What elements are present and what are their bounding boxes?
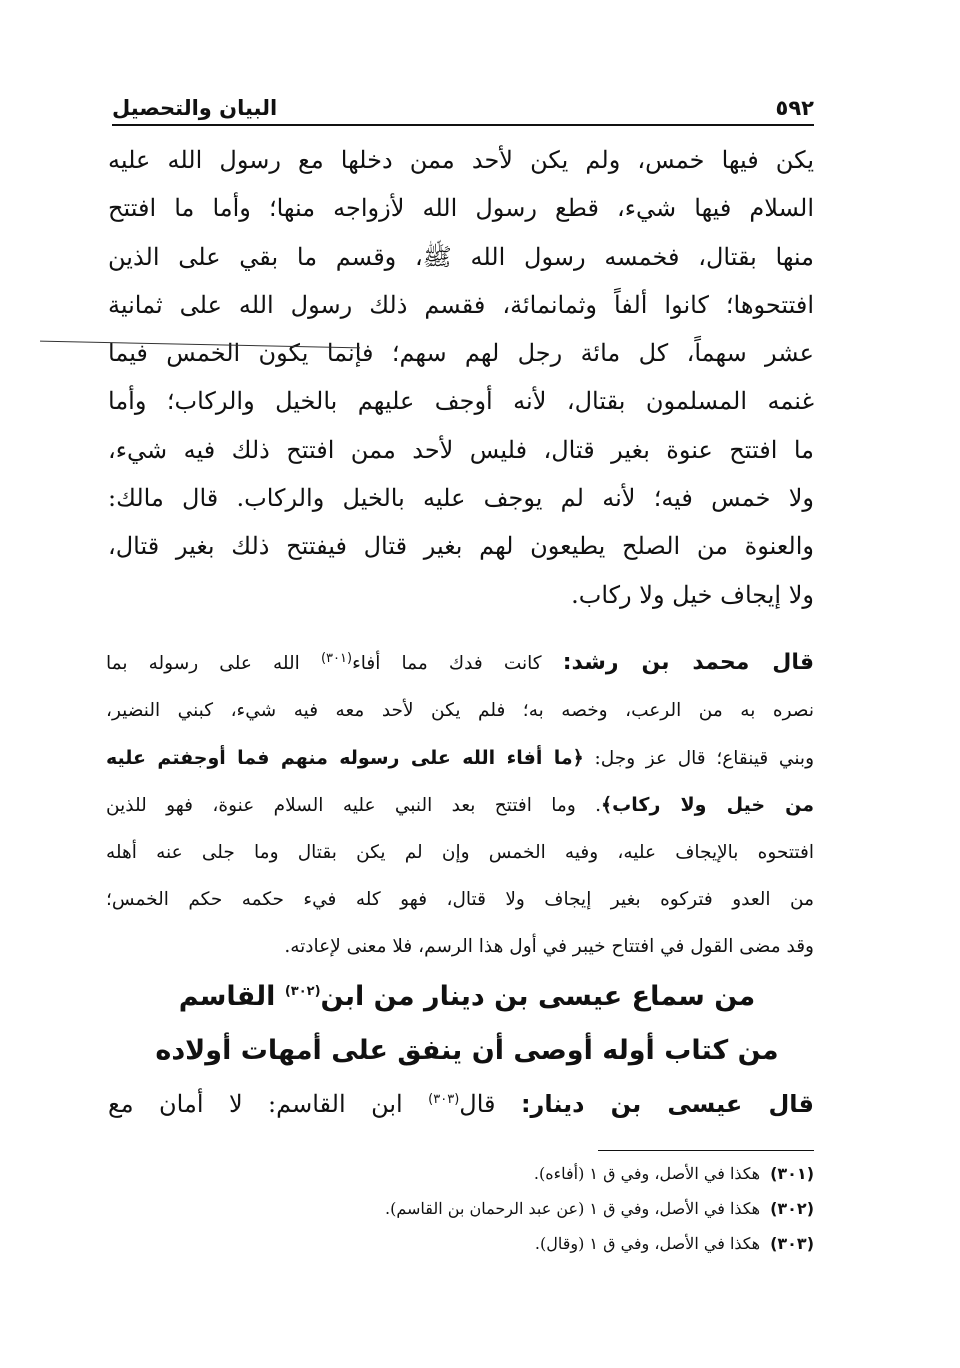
footnote-text: هكذا في الأصل، وفي ق ١ (أفاءه). [533,1164,761,1183]
commentary-line [106,782,814,830]
book-title: البيان والتحصيل [112,96,278,120]
text-line: ولا خمس فيه؛ لأنه لم يوجف عليه بالخيل والركاب. قال مالك: [108,484,814,513]
running-header [112,84,814,120]
footnote [200,1156,814,1191]
footnote-number: (٣٠١) [770,1164,814,1183]
text-line: افتتحوها؛ كانوا ألفاً وثمانمائة، فقسم ذلك رسول الله على ثمانية [108,290,814,319]
page-number: ٥٩٢ [775,96,814,120]
section-text: قال [459,1090,496,1118]
commentary [106,640,814,971]
footnote-number: (٣٠٣) [770,1234,814,1253]
header-rule [112,124,814,126]
section-heading [120,970,814,1078]
footnote-ref: (٣٠٢) [284,984,321,999]
section-heading-line [120,970,814,1024]
footnote-text: هكذا في الأصل، وفي ق ١ (وقال). [534,1234,761,1253]
text-line: السلام فيها شيء، قطع رسول الله لأزواجه منها؛ وأما ما افتتح [108,194,814,223]
footnote-ref: (٣٠٣) [428,1092,460,1107]
commentary-text: كانت فدك مما أفاء [352,653,542,674]
section-heading-line: من كتاب أوله أوصى أن ينفق على أمهات أولاده [155,1035,779,1066]
section-speaker: قال عيسى بن دينار: [520,1090,815,1118]
commentary-speaker: قال محمد بن رشد: [562,650,814,675]
section-heading-text: من سماع عيسى بن دينار من ابن [320,981,756,1012]
text-line: عشر سهماً، كل مائة رجل لهم سهم؛ فإنما يكون الخمس فيما [108,339,814,368]
commentary-text: الله على رسوله بما [106,653,300,674]
text-line: ما افتتح عنوة بغير قتال، فليس لأحد ممن افتتح ذلك فيه شيء، [108,435,814,464]
quran-verse: من خيل ولا ركاب﴾ [601,794,814,817]
commentary-line: نصره به من الرعب، وخصه به؛ فلم يكن لأحد معه فيه شيء، كبني النضير، [106,699,814,721]
footnotes [200,1156,814,1261]
text-line: ولا إيجاف خيل ولا ركاب. [571,580,814,609]
commentary-line: افتتحوه بالإيجاف عليه، وفيه الخمس وإن لم يكن بقتال وما جلى عنه أهله [106,842,814,864]
quran-verse: ﴿ما أفاء الله على رسوله منهم فما أوجفتم عليه [106,746,584,769]
main-text [108,136,814,619]
footnote-rule [598,1150,814,1151]
commentary-line [106,735,814,783]
footnote [200,1226,814,1261]
text-line: يكن فيها خمس، ولم يكن لأحد ممن دخلها مع رسول الله عليه [108,146,814,174]
commentary-line: من العدو فتركوه بغير إيجاف ولا قتال، فهو كله فيء حكمه حكم الخمس؛ [106,888,814,910]
footnote-text: هكذا في الأصل، وفي ق ١ (عن عبد الرحمان بن القاسم). [385,1199,761,1218]
section-text: ابن القاسم: لا أمان مع [108,1090,403,1118]
text-line: غنمه المسلمون بقتال، لأنه أوجف عليهم بالخيل والركاب؛ وأما [108,387,814,416]
commentary-line [106,640,814,688]
footnote-number: (٣٠٢) [770,1199,814,1218]
commentary-line: وقد مضى القول في افتتاح خيبر في أول هذا الرسم، فلا معنى لإعادته. [284,935,814,957]
footnote [200,1191,814,1226]
commentary-text: . وما افتتح بعد النبي عليه السلام عنوة، فهو للذين [106,795,602,817]
footnote-ref: (٣٠١) [320,650,353,666]
section-first-line [108,1080,814,1128]
commentary-text: وبني قينقاع؛ قال عز وجل: [594,747,814,769]
text-line: والعنوة من الصلح يطيعون لهم بغير قتال فيفتتح ذلك بغير قتال، [108,532,814,561]
section-heading-text: القاسم [178,981,276,1012]
text-line: منها بقتال، فخمسه رسول الله ﷺ، وقسم ما بقي على الذين [108,242,814,271]
